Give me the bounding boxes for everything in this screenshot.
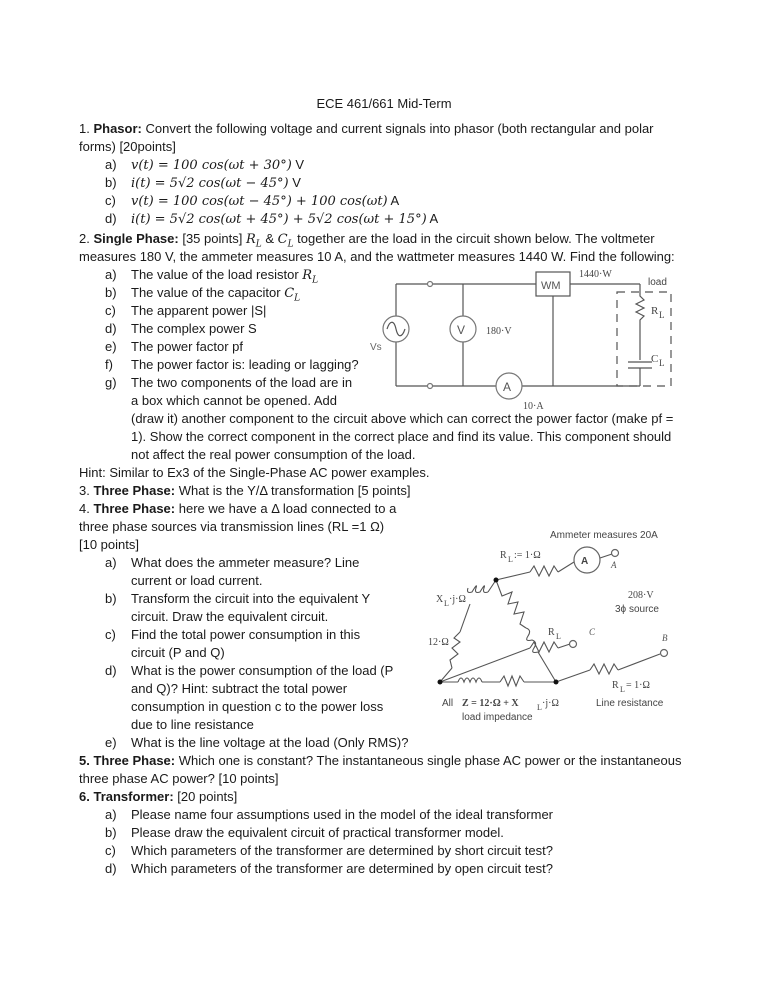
- q1-intro-cont: forms) [20points]: [79, 139, 176, 154]
- q1-item-d: [105, 210, 438, 229]
- item-label: a): [105, 267, 117, 282]
- terminal-node: [428, 282, 433, 287]
- q5-intro: [79, 752, 681, 770]
- item-label: b): [105, 175, 117, 190]
- q6-text: [20 points]: [173, 789, 238, 804]
- z-expression: Z = 12·Ω + X: [462, 698, 519, 709]
- q4-item-e: [105, 734, 408, 752]
- q2-hint: Hint: Similar to Ex3 of the Single-Phase AC power examples.: [79, 465, 430, 480]
- xl-sub: L: [444, 599, 449, 608]
- item-text: Please draw the equivalent circuit of practical transformer model.: [131, 825, 504, 840]
- ammeter-note: Ammeter measures 20A: [550, 530, 658, 541]
- q3-heading: Three Phase:: [93, 483, 176, 498]
- q5-intro-cont: three phase AC power? [10 points]: [79, 771, 279, 786]
- node-b-label: B: [662, 633, 668, 643]
- rl-bot-value: = 1·Ω: [626, 680, 650, 691]
- item-text: The two components of the load are in: [131, 375, 353, 390]
- resistor-sub: L: [659, 310, 665, 320]
- item-text-cont: and Q)? Hint: subtract the total power: [131, 681, 348, 696]
- xl-label: X: [436, 594, 444, 605]
- terminal-b: [661, 650, 668, 657]
- equation: i(t) = 5√2 cos(ωt + 45°) + 5√2 cos(ωt + 15°): [131, 212, 427, 227]
- var-sub: L: [294, 293, 301, 304]
- q2-item-f: [105, 356, 359, 374]
- item-text: The apparent power |S|: [131, 303, 267, 318]
- load-impedance-caption: load impedance: [462, 712, 533, 723]
- q2-item-g-cont: a box which cannot be opened. Add: [131, 393, 337, 408]
- equation: v(t) = 100 cos(ωt + 30°): [131, 158, 292, 173]
- item-label: a): [105, 807, 117, 822]
- rl-bot-sub: L: [620, 685, 625, 694]
- xl-value: ·j·Ω: [449, 594, 466, 605]
- capacitor-label: C: [651, 353, 659, 365]
- three-phase-circuit-diagram: [400, 520, 690, 730]
- item-label: c): [105, 193, 116, 208]
- q4-intro-cont: three phase sources via transmission lines (RL =1 Ω): [79, 519, 385, 534]
- q4-intro: [79, 500, 396, 518]
- item-text: Please name four assumptions used in the model of the ideal transformer: [131, 807, 554, 822]
- z-tail: ·j·Ω: [542, 698, 559, 709]
- capacitor-sub: L: [659, 358, 665, 368]
- node-a-label: A: [611, 560, 617, 570]
- q1-number: 1.: [79, 121, 90, 136]
- q2-item-g-cont: 1). Show the correct component in the correct place and find its value. This component should: [131, 429, 672, 444]
- item-label: d): [105, 321, 117, 336]
- q2-item-c: [105, 302, 266, 320]
- item-text: What is the power consumption of the load (P: [131, 663, 394, 678]
- item-text: Which parameters of the transformer are determined by short circuit test?: [131, 843, 553, 858]
- load-label: load: [648, 277, 667, 288]
- q4-item-c: [105, 626, 360, 644]
- q6-heading: Transformer:: [93, 789, 174, 804]
- q2-item-e: [105, 338, 243, 356]
- q4-item-d: [105, 662, 393, 680]
- q1-item-c: [105, 192, 399, 211]
- item-text: The power factor pf: [131, 339, 243, 354]
- item-text: The value of the load resistor: [131, 267, 303, 282]
- q1-item-b: [105, 174, 301, 193]
- resistor-label: R: [651, 305, 659, 317]
- unit: A: [426, 211, 439, 226]
- q2-item-g-cont: not affect the real power consumption of the load.: [131, 447, 416, 462]
- wattmeter-label: WM: [541, 280, 561, 292]
- item-text: The complex power S: [131, 321, 257, 336]
- item-text: Which parameters of the transformer are determined by open circuit test?: [131, 861, 553, 876]
- terminal-a: [612, 550, 619, 557]
- q2-item-d: [105, 320, 257, 338]
- item-label: d): [105, 861, 117, 876]
- q3-number: 3.: [79, 483, 90, 498]
- ammeter-label: A: [503, 380, 512, 394]
- q2-intro-cont: measures 180 V, the ammeter measures 10 A, and the wattmeter measures 1440 W. Find the following:: [79, 249, 675, 264]
- q2-text: &: [261, 231, 278, 246]
- q2-item-g: [105, 374, 352, 392]
- var-sub: L: [312, 275, 319, 286]
- rl-mid-sub: L: [556, 632, 561, 641]
- q2-number: 2.: [79, 231, 90, 246]
- item-label: a): [105, 157, 117, 172]
- item-label: c): [105, 627, 116, 642]
- z-sub: L: [537, 703, 542, 712]
- line-resistance-label: Line resistance: [596, 698, 664, 709]
- q4-number: 4.: [79, 501, 90, 516]
- rl-bot-label: R: [612, 680, 619, 691]
- var: C: [284, 286, 295, 301]
- item-text-cont: circuit (P and Q): [131, 645, 225, 660]
- q6-intro: [79, 788, 237, 806]
- item-text-cont: circuit. Draw the equivalent circuit.: [131, 609, 329, 624]
- q4-text: here we have a Δ load connected to a: [175, 501, 397, 516]
- item-text: Find the total power consumption in this: [131, 627, 361, 642]
- q6-item-d: [105, 860, 553, 878]
- node-c-label: C: [589, 627, 596, 637]
- q1-heading: Phasor:: [93, 121, 142, 136]
- item-label: b): [105, 591, 117, 606]
- q5-heading: Three Phase:: [93, 753, 176, 768]
- item-label: b): [105, 825, 117, 840]
- rl-top-value: := 1·Ω: [514, 550, 541, 561]
- q2-text: together are the load in the circuit shown below. The voltmeter: [293, 231, 655, 246]
- q5-text: Which one is constant? The instantaneous single phase AC power or the instantaneous: [175, 753, 682, 768]
- item-text-cont: due to line resistance: [131, 717, 254, 732]
- q4-points: [10 points]: [79, 537, 139, 552]
- var-cl: C: [277, 232, 288, 247]
- resistor-12-label: 12·Ω: [428, 637, 449, 648]
- item-text: What does the ammeter measure? Line: [131, 555, 360, 570]
- terminal-node: [428, 384, 433, 389]
- unit: V: [288, 175, 301, 190]
- q6-number: 6.: [79, 789, 90, 804]
- item-text: The power factor is: leading or lagging?: [131, 357, 359, 372]
- q1-item-a: [105, 156, 304, 175]
- equation: i(t) = 5√2 cos(ωt − 45°): [131, 176, 289, 191]
- var-sub: L: [255, 239, 262, 250]
- item-label: g): [105, 375, 117, 390]
- voltmeter-reading: 180·V: [486, 326, 512, 337]
- svg-text:R: [500, 550, 507, 561]
- equation: v(t) = 100 cos(ωt − 45°) + 100 cos(ωt): [131, 194, 388, 209]
- item-label: e): [105, 339, 117, 354]
- source-voltage: 208·V: [628, 590, 654, 601]
- source-type: 3ϕ source: [615, 604, 659, 615]
- var: R: [302, 268, 313, 283]
- q4-item-b: [105, 590, 370, 608]
- rl-top-sub: L: [508, 555, 513, 564]
- item-label: d): [105, 211, 117, 226]
- item-text-cont: consumption in question c to the power loss: [131, 699, 384, 714]
- q1-text: Convert the following voltage and current signals into phasor (both rectangular and polar: [141, 121, 654, 136]
- single-phase-circuit-diagram: [360, 270, 690, 410]
- item-label: c): [105, 303, 116, 318]
- z-all-label: All: [442, 698, 454, 709]
- q6-item-a: [105, 806, 553, 824]
- item-text: What is the line voltage at the load (Only RMS)?: [131, 735, 409, 750]
- ammeter-label: A: [581, 556, 589, 567]
- q6-item-b: [105, 824, 504, 842]
- rl-mid-label: R: [548, 627, 555, 638]
- item-label: b): [105, 285, 117, 300]
- q4-item-a: [105, 554, 359, 572]
- item-label: c): [105, 843, 116, 858]
- var-rl: R: [245, 232, 256, 247]
- q2-item-g-cont: (draw it) another component to the circuit above which can correct the power factor (make pf =: [131, 411, 674, 426]
- wattmeter-reading: 1440·W: [579, 270, 612, 280]
- unit: V: [291, 157, 305, 172]
- q2-text: [35 points]: [178, 231, 246, 246]
- item-text-cont: current or load current.: [131, 573, 263, 588]
- item-label: f): [105, 357, 113, 372]
- terminal-c: [570, 641, 577, 648]
- q3: [79, 482, 410, 500]
- var-sub: L: [287, 239, 294, 250]
- rl-top-label: R: [500, 550, 507, 561]
- document-title: ECE 461/661 Mid-Term: [316, 96, 452, 111]
- q5-number: 5.: [79, 753, 90, 768]
- ammeter-reading: 10·A: [523, 401, 544, 410]
- q4-heading: Three Phase:: [93, 501, 176, 516]
- item-label: d): [105, 663, 117, 678]
- item-text: The value of the capacitor: [131, 285, 285, 300]
- q1-intro: [79, 120, 654, 138]
- q3-text: What is the Y/Δ transformation [5 points]: [175, 483, 411, 498]
- voltmeter-label: V: [457, 323, 466, 337]
- source-label: Vs: [370, 342, 382, 353]
- item-label: a): [105, 555, 117, 570]
- unit: A: [387, 193, 400, 208]
- item-label: e): [105, 735, 117, 750]
- item-text: Transform the circuit into the equivalent Y: [131, 591, 371, 606]
- q2-heading: Single Phase:: [93, 231, 179, 246]
- q6-item-c: [105, 842, 553, 860]
